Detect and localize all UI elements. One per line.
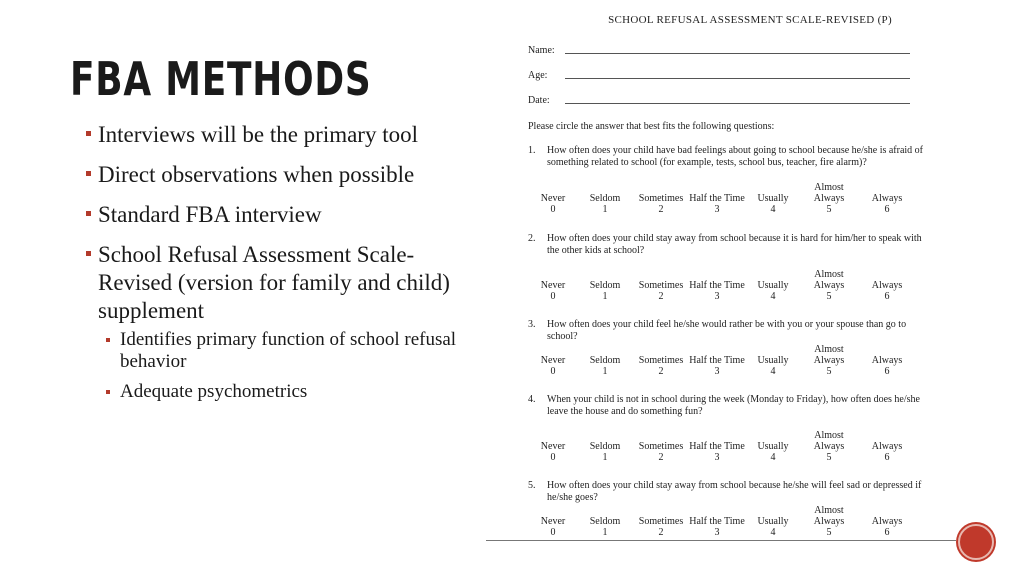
age-field: Age:	[528, 70, 547, 81]
slide-title: FBA METHODS	[70, 52, 372, 106]
name-field: Name:	[528, 45, 555, 56]
question-5: 5. How often does your child stay away from school because he/she will feel sad or depressed if he/she goes?	[528, 480, 922, 503]
question-1: 1. How often does your child have bad feelings about going to school because he/she is afraid of something related to school (for example, tests, school bus, teacher, fire alarm)?	[528, 145, 924, 168]
bullet-item-text: School Refusal Assessment Scale-Revised (version for family and child) supplement	[98, 242, 450, 323]
rating-scale: Never 0 Seldom 1 Sometimes 2 Half the Time 3 Usually 4 Almost Always 5 Always 6	[540, 430, 903, 463]
slide-number-badge-icon	[958, 524, 994, 560]
form-title: SCHOOL REFUSAL ASSESSMENT SCALE-REVISED (P)	[608, 14, 892, 26]
sub-bullet-list	[86, 329, 466, 403]
question-4: 4. When your child is not in school during the week (Monday to Friday), how often does he/she leave the house and do something fun?	[528, 394, 920, 417]
bullet-item: Interviews will be the primary tool	[86, 121, 466, 149]
sub-bullet-item: Adequate psychometrics	[98, 381, 466, 403]
bullet-item	[86, 241, 466, 325]
rating-scale: Never 0 Seldom 1 Sometimes 2 Half the Time 3 Usually 4 Almost Always 5 Always 6	[540, 505, 903, 538]
bullet-item: Standard FBA interview	[86, 201, 466, 229]
bullet-list	[86, 121, 466, 411]
question-2: 2. How often does your child stay away from school because it is hard for him/her to speak with the other kids at school?	[528, 233, 922, 256]
date-field: Date:	[528, 95, 550, 106]
bullet-item: Direct observations when possible	[86, 161, 466, 189]
rating-scale: Never 0 Seldom 1 Sometimes 2 Half the Time 3 Usually 4 Almost Always 5 Always 6	[540, 344, 903, 377]
questionnaire-image	[510, 14, 960, 542]
question-3: 3. How often does your child feel he/she would rather be with you or your spouse than go to school?	[528, 319, 907, 342]
form-instruction: Please circle the answer that best fits the following questions:	[528, 121, 775, 132]
rating-scale: Never 0 Seldom 1 Sometimes 2 Half the Time 3 Usually 4 Almost Always 5 Always 6	[540, 269, 903, 302]
image-bottom-rule	[486, 540, 956, 541]
rating-scale: Never 0 Seldom 1 Sometimes 2 Half the Time 3 Usually 4 Almost Always 5 Always 6	[540, 182, 903, 215]
sub-bullet-item: Identifies primary function of school refusal behavior	[98, 329, 466, 373]
